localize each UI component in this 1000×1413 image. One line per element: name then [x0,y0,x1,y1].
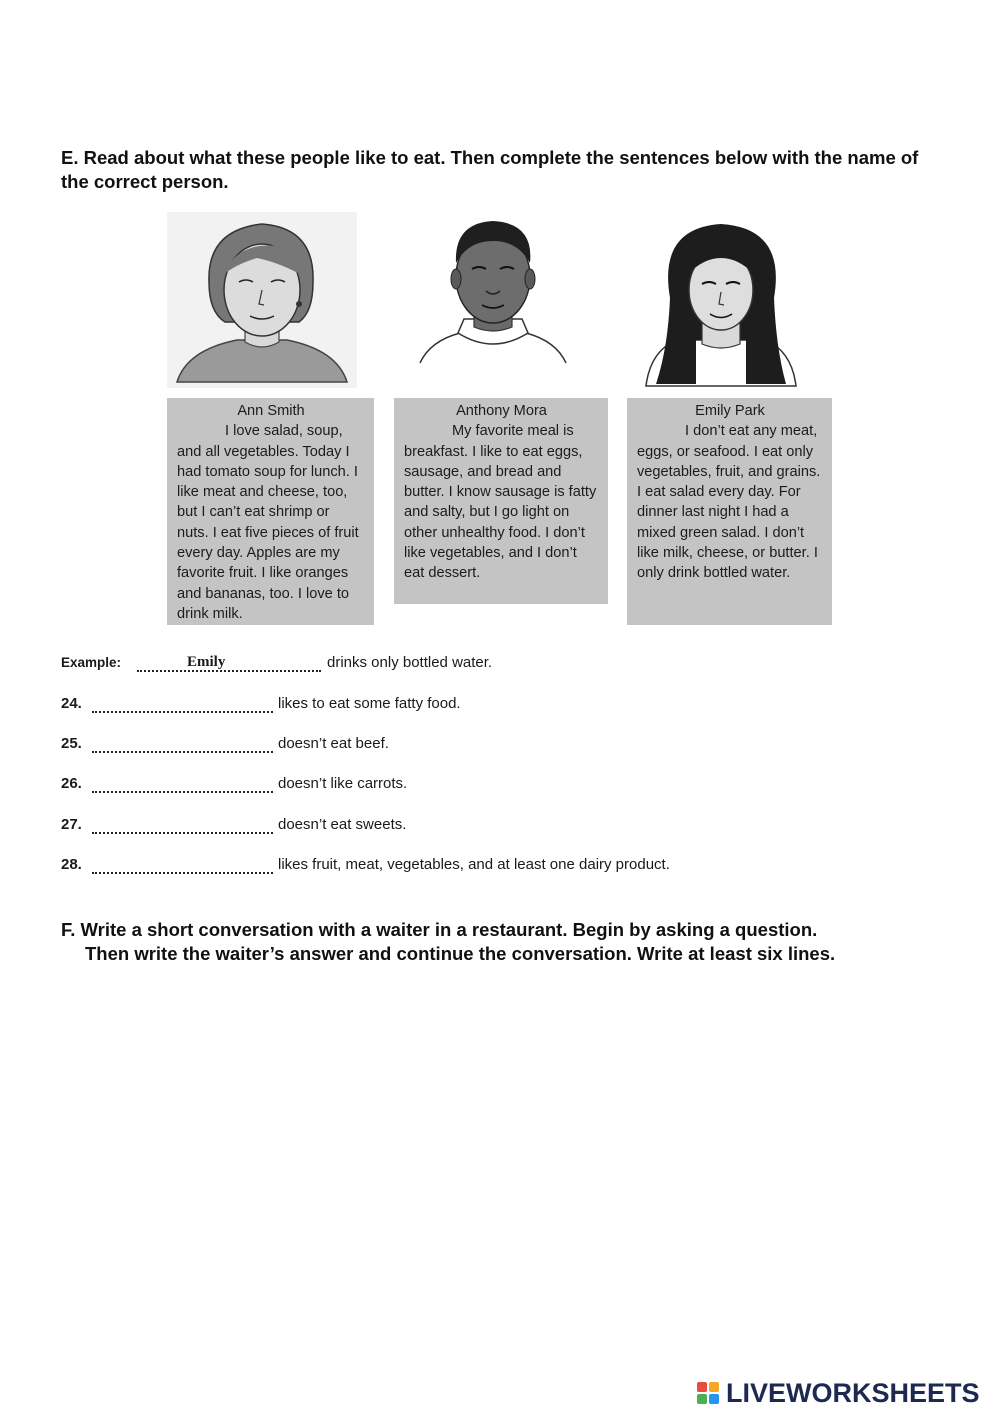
anthony-mora-card [394,398,608,604]
logo-square-2 [709,1382,719,1392]
emily-park-card [627,398,832,625]
answer-input-26[interactable] [92,776,273,793]
person-description: I don’t eat any meat, eggs, or seafood. I eat only vegetables, fruit, and grains. I eat salad every day. For dinner last night I had a mixed green salad. I don’t like milk, cheese, or butter. I only drink bottled water. [637,423,821,582]
anthony-mora-portrait [418,215,568,367]
logo-square-4 [709,1394,719,1404]
logo-square-3 [697,1394,707,1404]
answer-input-28[interactable] [92,857,273,874]
person-name: Emily Park [695,403,765,419]
section-f-instructions [61,918,961,966]
question-text: doesn’t eat beef. [278,735,389,752]
person-description: My favorite meal is breakfast. I like to eat eggs, sausage, and bread and butter. I know sausage is fatty and salty, but I go light on other unhealthy food. I don’t like vegetables, and I don’t eat dessert. [404,423,597,582]
ann-smith-card [167,398,374,625]
example-answer-text: Emily [187,654,226,670]
section-f-line-2: Then write the waiter’s answer and continue the conversation. Write at least six lines. [85,943,836,964]
answer-input-25[interactable] [92,736,273,753]
question-number: 28. [61,856,82,873]
question-number: 27. [61,816,82,833]
person-name: Anthony Mora [456,403,547,419]
answer-input-24[interactable] [92,696,273,713]
person-name: Ann Smith [237,403,305,419]
brand-text: LIVEWORKSHEETS [726,1378,980,1408]
person-description: I love salad, soup, and all vegetables. Today I had tomato soup for lunch. I like meat and cheese, too, but I can’t eat shrimp or nuts. I eat five pieces of fruit every day. Apples are my favorite fruit. I like oranges and bananas, too. I love to drink milk. [177,423,359,622]
example-label: Example: [61,655,122,670]
ann-smith-portrait [167,212,357,388]
logo-square-1 [697,1382,707,1392]
question-text: likes to eat some fatty food. [278,695,461,712]
section-f-line-1: F. Write a short conversation with a waiter in a restaurant. Begin by asking a question. [61,919,818,940]
question-text: likes fruit, meat, vegetables, and at least one dairy product. [278,856,670,873]
question-text: doesn’t eat sweets. [278,816,407,833]
question-number: 24. [61,695,82,712]
example-sentence: drinks only bottled water. [327,654,493,671]
emily-park-portrait [636,218,806,388]
answer-input-27[interactable] [92,817,273,834]
section-e-instructions: E. Read about what these people like to eat. Then complete the sentences below with the name of the correct person. [61,147,919,192]
example-answer [137,654,321,672]
question-number: 26. [61,775,82,792]
question-number: 25. [61,735,82,752]
question-text: doesn’t like carrots. [278,775,408,792]
